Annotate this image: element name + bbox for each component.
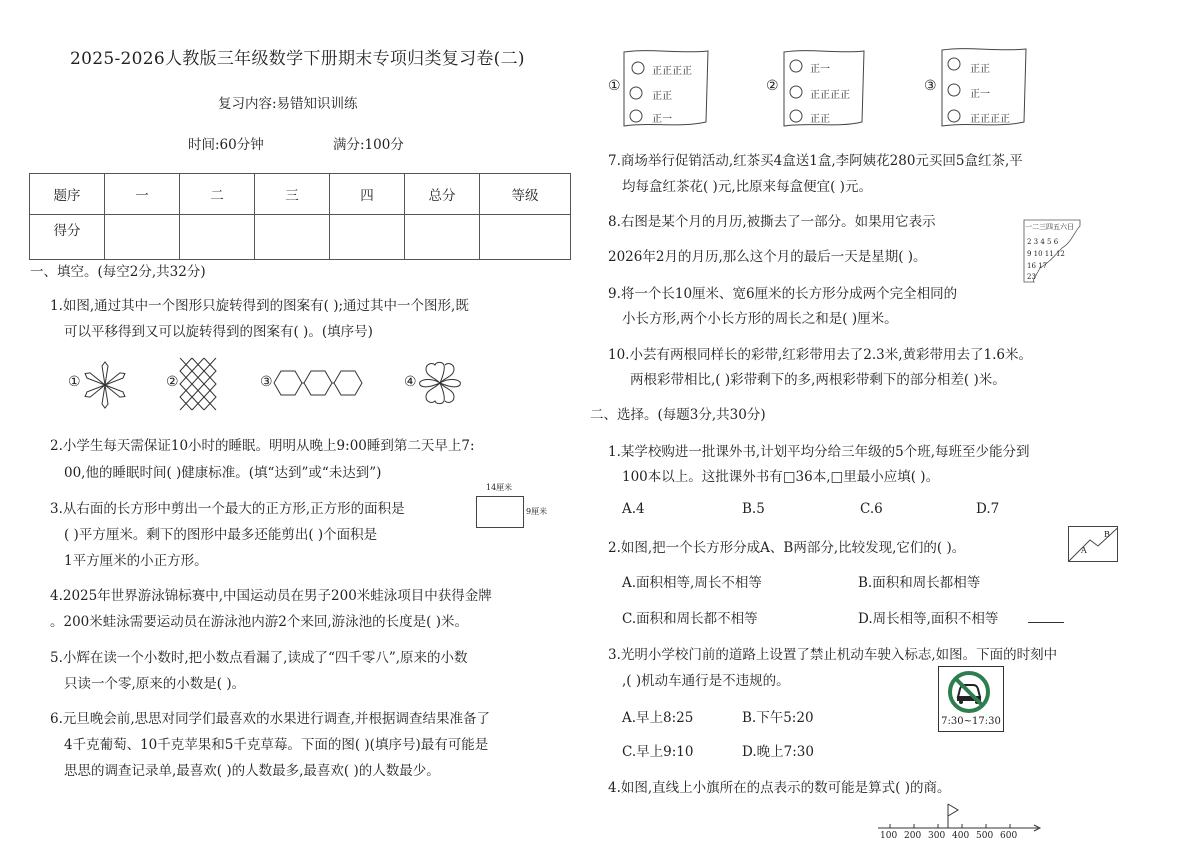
tick-label: 500 — [976, 831, 994, 841]
score-table — [29, 173, 571, 260]
score-cell[interactable] — [180, 215, 255, 260]
tally-grape: 正正正正 — [652, 66, 692, 77]
question-text: 4.2025年世界游泳锦标赛中,中国运动员在男子200米蛙泳项目中获得金牌 — [50, 588, 492, 604]
tick-label: 600 — [1000, 831, 1018, 841]
tally-apple: 正正 — [652, 91, 672, 102]
tally-strawberry: 正正正正 — [970, 114, 1010, 125]
option-d[interactable]: D.周长相等,面积不相等 — [858, 611, 999, 627]
option-c[interactable]: C.6 — [860, 501, 883, 517]
card-label: ② — [766, 78, 779, 94]
option-b[interactable]: B.下午5:20 — [742, 710, 814, 726]
four-heart-clover-icon — [416, 360, 464, 406]
question-text: 2.小学生每天需保证10小时的睡眠。明明从晚上9:00睡到第二天早上7: — [50, 438, 475, 454]
card-label: ① — [608, 78, 621, 94]
rectangle-length-label: 14厘米 — [486, 483, 513, 492]
section-heading-fill: 一、填空。(每空2分,共32分) — [30, 264, 206, 280]
calendar-row: 23 — [1027, 273, 1036, 281]
question-text: 4.如图,直线上小旗所在的点表示的数可能是算式( )的商。 — [608, 780, 951, 796]
answer-underline — [1028, 622, 1064, 623]
tally-grape: 正正 — [970, 64, 990, 75]
question-text: 8.右图是某个月的月历,被撕去了一部分。如果用它表示 — [608, 214, 936, 230]
calendar-row: 2 3 4 5 6 — [1027, 238, 1059, 246]
question-text: ( )平方厘米。剩下的图形中最多还能剪出( )个面积是 — [64, 527, 378, 543]
question-text: 10.小芸有两根同样长的彩带,红彩带用去了2.3米,黄彩带用去了1.6米。 — [608, 347, 1032, 363]
option-a[interactable]: A.面积相等,周长不相等 — [622, 575, 762, 591]
card-label: ③ — [924, 78, 937, 94]
question-text: 6.元旦晚会前,思思对同学们最喜欢的水果进行调查,并根据调查结果准备了 — [50, 711, 490, 727]
calendar-header: 一二三四五六日 — [1025, 223, 1074, 231]
score-table-header-row — [30, 174, 571, 215]
lattice-pattern-icon — [178, 358, 218, 410]
question-text: 只读一个零,原来的小数是( )。 — [64, 676, 246, 692]
page-title: 2025-2026人教版三年级数学下册期末专项归类复习卷(二) — [70, 49, 525, 69]
tick-label: 300 — [928, 831, 946, 841]
table-header: 四 — [330, 174, 405, 215]
figure-label: ④ — [404, 374, 417, 390]
rectangle-figure — [476, 496, 524, 528]
table-header: 等级 — [480, 174, 571, 215]
question-text: 3.光明小学校门前的道路上设置了禁止机动车驶入标志,如图。下面的时刻中 — [608, 647, 1058, 663]
tick-label: 100 — [880, 831, 898, 841]
section-heading-choice: 二、选择。(每题3分,共30分) — [590, 407, 766, 423]
question-text: ,( )机动车通行是不违规的。 — [622, 673, 790, 689]
score-cell[interactable] — [480, 215, 571, 260]
option-c[interactable]: C.面积和周长都不相等 — [622, 611, 758, 627]
question-text: 小长方形,两个小长方形的周长之和是( )厘米。 — [622, 311, 898, 327]
full-score: 满分:100分 — [333, 137, 404, 153]
option-a[interactable]: A.4 — [622, 501, 645, 517]
calendar-row: 16 17 — [1027, 262, 1048, 270]
question-text: 可以平移得到又可以旋转得到的图案有( )。(填序号) — [64, 324, 373, 340]
score-cell[interactable] — [105, 215, 180, 260]
table-header: 二 — [180, 174, 255, 215]
flower-pattern-icon — [82, 362, 128, 408]
figure-label: ① — [68, 374, 81, 390]
row-label: 得分 — [30, 215, 105, 260]
review-content: 复习内容:易错知识训练 — [218, 96, 358, 112]
region-a-label: A — [1081, 546, 1087, 555]
no-motor-vehicle-icon — [946, 670, 992, 714]
question-text: 3.从右面的长方形中剪出一个最大的正方形,正方形的面积是 — [50, 501, 405, 517]
table-header: 一 — [105, 174, 180, 215]
question-text: 7.商场举行促销活动,红茶买4盒送1盒,李阿姨花280元买回5盒红茶,平 — [608, 153, 1023, 169]
question-text: 1平方厘米的小正方形。 — [64, 553, 208, 569]
option-b[interactable]: B.5 — [742, 501, 765, 517]
option-a[interactable]: A.早上8:25 — [622, 710, 694, 726]
question-text: 00,他的睡眠时间( )健康标准。(填“达到”或“未达到”) — [64, 465, 382, 481]
tally-grape: 正一 — [810, 64, 830, 75]
question-text: 4千克葡萄、10千克苹果和5千克草莓。下面的图( )(填序号)最有可能是 — [64, 737, 489, 753]
option-d[interactable]: D.晚上7:30 — [742, 744, 814, 760]
question-text: 9.将一个长10厘米、宽6厘米的长方形分成两个完全相同的 — [608, 286, 958, 302]
question-text: 1.如图,通过其中一个图形只旋转得到的图案有( );通过其中一个图形,既 — [50, 298, 469, 314]
tally-apple: 正一 — [970, 89, 990, 100]
score-table-row — [30, 215, 571, 260]
option-b[interactable]: B.面积和周长都相等 — [858, 575, 981, 591]
score-cell[interactable] — [405, 215, 480, 260]
number-line — [876, 802, 1042, 832]
score-cell[interactable] — [255, 215, 330, 260]
tally-strawberry: 正正 — [810, 114, 830, 125]
figure-label: ② — [166, 374, 179, 390]
sign-time-label: 7:30~17:30 — [941, 716, 1001, 727]
question-text: 两根彩带相比,( )彩带剩下的多,两根彩带剩下的部分相差( )米。 — [630, 372, 1006, 388]
tally-apple: 正正正正 — [810, 90, 850, 101]
question-text: 100本以上。这批课外书有□36本,□里最小应填( )。 — [622, 469, 940, 485]
region-b-label: B — [1104, 530, 1110, 539]
time-limit: 时间:60分钟 — [188, 137, 264, 153]
question-text: 均每盒红茶花( )元,比原来每盒便宜( )元。 — [622, 179, 872, 195]
table-header: 三 — [255, 174, 330, 215]
table-header: 总分 — [405, 174, 480, 215]
option-d[interactable]: D.7 — [976, 501, 1000, 517]
figure-label: ③ — [260, 374, 273, 390]
score-cell[interactable] — [330, 215, 405, 260]
tick-label: 400 — [952, 831, 970, 841]
table-header: 题序 — [30, 174, 105, 215]
hexagon-chain-icon — [274, 370, 364, 396]
question-text: 5.小辉在读一个小数时,把小数点看漏了,读成了“四千零八”,原来的小数 — [50, 650, 468, 666]
question-text: 2.如图,把一个长方形分成A、B两部分,比较发现,它们的( )。 — [608, 540, 966, 556]
question-text: 。200米蛙泳需要运动员在游泳池内游2个来回,游泳池的长度是( )米。 — [50, 614, 468, 630]
rectangle-width-label: 9厘米 — [526, 507, 548, 516]
tally-strawberry: 正一 — [652, 114, 672, 125]
split-rectangle-figure — [1068, 526, 1118, 562]
question-text: 2026年2月的月历,那么这个月的最后一天是星期( )。 — [608, 249, 927, 265]
question-text: 思思的调查记录单,最喜欢( )的人数最多,最喜欢( )的人数最少。 — [64, 763, 440, 779]
question-text: 1.某学校购进一批课外书,计划平均分给三年级的5个班,每班至少能分到 — [608, 444, 1030, 460]
option-c[interactable]: C.早上9:10 — [622, 744, 694, 760]
tick-label: 200 — [904, 831, 922, 841]
calendar-row: 9 10 11 12 — [1027, 250, 1065, 258]
